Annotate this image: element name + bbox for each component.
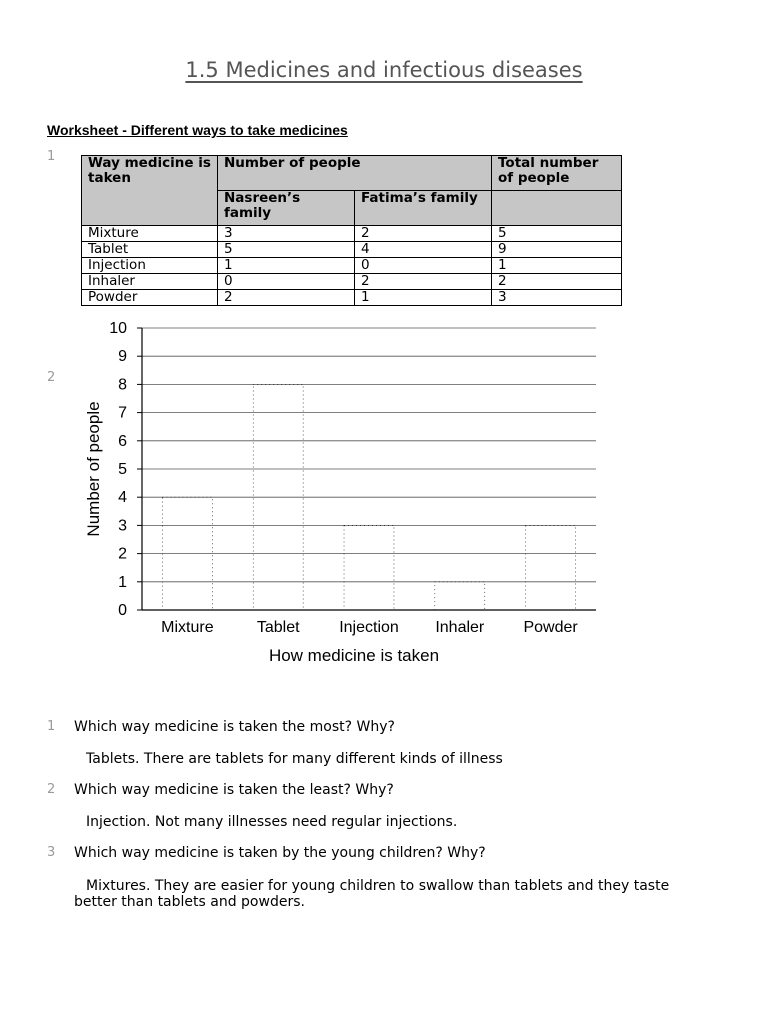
cell-nasreen: 3 [218, 226, 355, 242]
x-tick-label: Mixture [161, 619, 214, 636]
cell-nasreen: 5 [218, 242, 355, 258]
y-tick-label: 8 [118, 376, 127, 394]
header-number: Number of people [218, 156, 492, 191]
question-number: 1 [47, 719, 56, 734]
cell-way: Tablet [82, 242, 218, 258]
chart-number: 2 [47, 370, 56, 385]
cell-nasreen: 1 [218, 258, 355, 274]
cell-way: Mixture [82, 226, 218, 242]
y-tick-label: 1 [118, 573, 127, 591]
y-tick-label: 9 [118, 348, 127, 366]
bar-powder [526, 525, 576, 610]
answer-text: Injection. Not many illnesses need regular injections. [86, 814, 458, 830]
cell-way: Powder [82, 290, 218, 306]
y-tick-label: 6 [118, 432, 127, 450]
chart-x-ticks [161, 619, 578, 636]
header-total: Total number of people [492, 156, 622, 191]
chart-y-ticks [109, 320, 142, 619]
question-text: Which way medicine is taken by the young children? Why? [74, 845, 486, 861]
y-tick-label: 2 [118, 545, 127, 563]
cell-fatima: 0 [355, 258, 492, 274]
header-nasreen: Nasreen’s family [218, 191, 355, 226]
bar-injection [344, 525, 394, 610]
table-number: 1 [47, 149, 56, 164]
question-text: Which way medicine is taken the least? Why? [74, 782, 394, 798]
y-tick-label: 3 [118, 517, 127, 535]
cell-fatima: 2 [355, 274, 492, 290]
bar-inhaler [435, 582, 485, 610]
cell-way: Injection [82, 258, 218, 274]
worksheet-subtitle: Worksheet - Different ways to take medicines [47, 122, 348, 138]
answer-text: Tablets. There are tablets for many different kinds of illness [86, 751, 503, 767]
question-number: 3 [47, 845, 56, 860]
y-tick-label: 5 [118, 461, 127, 478]
header-empty [492, 191, 622, 226]
table-row [82, 290, 622, 306]
bar-chart [78, 316, 608, 671]
x-axis-label: How medicine is taken [268, 646, 440, 665]
x-tick-label: Inhaler [435, 619, 485, 636]
y-tick-label: 7 [118, 404, 127, 422]
cell-total: 5 [492, 226, 622, 242]
cell-total: 2 [492, 274, 622, 290]
y-axis-label: Number of people [84, 401, 103, 537]
table-row [82, 242, 622, 258]
y-tick-label: 0 [118, 602, 127, 619]
cell-fatima: 2 [355, 226, 492, 242]
cell-total: 3 [492, 290, 622, 306]
table-row [82, 274, 622, 290]
medicine-table [81, 155, 622, 306]
header-fatima: Fatima’s family [355, 191, 492, 226]
cell-total: 9 [492, 242, 622, 258]
header-way: Way medicine is taken [82, 156, 218, 226]
x-tick-label: Injection [339, 619, 399, 636]
x-tick-label: Powder [523, 619, 578, 636]
cell-total: 1 [492, 258, 622, 274]
cell-fatima: 4 [355, 242, 492, 258]
table-row [82, 258, 622, 274]
y-tick-label: 10 [109, 320, 127, 337]
question-number: 2 [47, 782, 56, 797]
page-title: 1.5 Medicines and infectious diseases [185, 58, 583, 82]
answer-text: Mixtures. They are easier for young children to swallow than tablets and they taste better than tablets and powders. [74, 878, 670, 910]
x-tick-label: Tablet [256, 619, 300, 636]
chart-grid [142, 328, 596, 582]
cell-nasreen: 0 [218, 274, 355, 290]
cell-nasreen: 2 [218, 290, 355, 306]
y-tick-label: 4 [118, 489, 127, 507]
table-header-row [82, 156, 622, 191]
question-text: Which way medicine is taken the most? Why? [74, 719, 395, 735]
table-row [82, 226, 622, 242]
cell-way: Inhaler [82, 274, 218, 290]
cell-fatima: 1 [355, 290, 492, 306]
